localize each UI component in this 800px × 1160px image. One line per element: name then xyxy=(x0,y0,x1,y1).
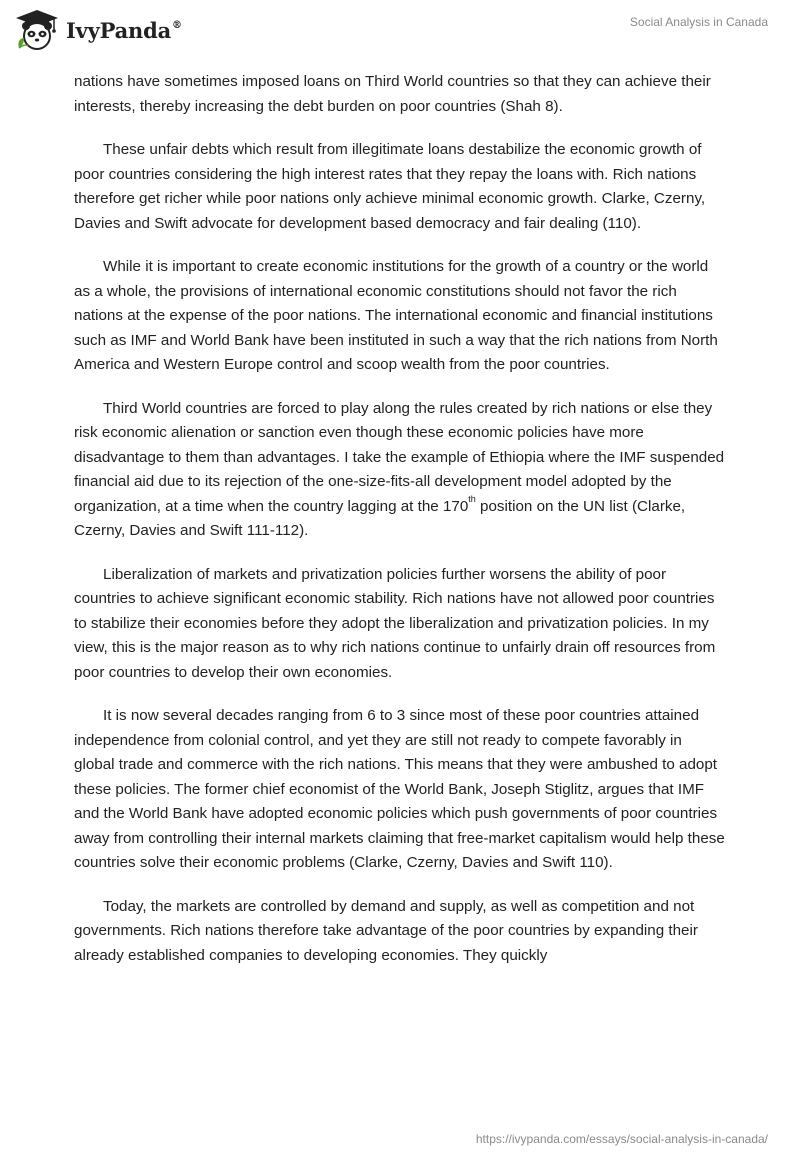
document-title: Social Analysis in Canada xyxy=(629,15,768,29)
paragraph-5: Liberalization of markets and privatization policies further worsens the ability of poor countries to achieve significant economic stability. Rich nations have not allowed poor countries to stabilize their economies before they adopt the liberalization and privatization policies. In my view, this is the major reason as to why rich nations continue to unfairly drain off resources from poor countries to develop their own economies. xyxy=(74,565,716,681)
page-header xyxy=(0,0,800,70)
paragraph-4 xyxy=(74,397,726,544)
paragraph-2: These unfair debts which result from illegitimate loans destabilize the economic growth of poor countries considering the high interest rates that they repay the loans with. Rich nations therefore get richer while poor nations only achieve minimal economic growth. Clarke, Czerny, Davies and Swift advocate for development based democracy and fair dealing (110). xyxy=(74,141,706,232)
source-url-link[interactable]: https://ivypanda.com/essays/social-analysis-in-canada/ xyxy=(475,1132,768,1146)
essay-body xyxy=(74,70,726,987)
paragraph-4-text-b: position on the UN list (Clarke, Czerny, Davies and Swift 111-112). xyxy=(74,497,686,539)
ordinal-superscript: th xyxy=(468,494,476,505)
ivypanda-logo[interactable] xyxy=(14,8,182,52)
paragraph-3: While it is important to create economic institutions for the growth of a country or the world as a whole, the provisions of international economic constitutions should not favor the rich nations at the expense of the poor nations. The international economic and financial institutions such as IMF and World Bank have been instituted in such a way that the rich nations from North America and Western Europe control and scoop wealth from the poor countries. xyxy=(74,258,718,373)
paragraph-6: It is now several decades ranging from 6 to 3 since most of these poor countries attained independence from colonial control, and yet they are still not ready to compete favorably in global trade and commerce with the rich nations. This means that they were ambushed to adopt these policies. The former chief economist of the World Bank, Joseph Stiglitz, argues that IMF and the World Bank have adopted economic policies which push governments of poor countries away from controlling their internal markets claiming that free-market capitalism would help these countries solve their economic problems (Clarke, Czerny, Davies and Swift 110). xyxy=(74,707,725,871)
registered-mark: ® xyxy=(172,19,182,31)
paragraph-1: nations have sometimes imposed loans on Third World countries so that they can achieve their interests, thereby increasing the debt burden on poor countries (Shah 8). xyxy=(74,73,711,115)
panda-graduate-icon xyxy=(14,8,60,52)
paragraph-4-text-a: Third World countries are forced to play along the rules created by rich nations or else they risk economic alienation or sanction even though these economic policies have more disadvantage to them than advantages. I take the example of Ethiopia where the IMF suspended financial aid due to its rejection of the one-size-fits-all development model adopted by the organization, at a time when the country lagging at the 170 xyxy=(74,399,725,515)
paragraph-7: Today, the markets are controlled by demand and supply, as well as competition and not governments. Rich nations therefore take advantage of the poor countries by expanding their already established companies to developing economies. They quickly xyxy=(74,897,698,964)
brand-name: IvyPanda® xyxy=(66,17,182,43)
